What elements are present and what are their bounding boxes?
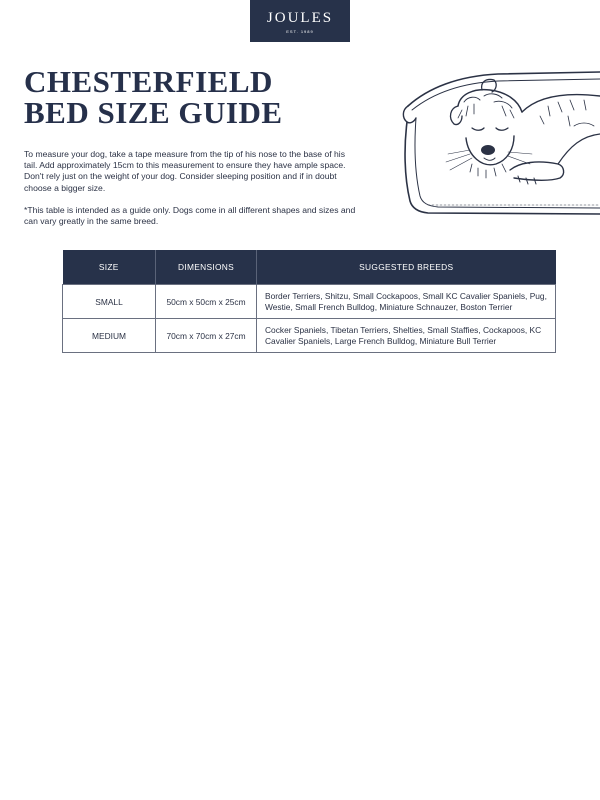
dimensions-cell: 50cm x 50cm x 25cm: [156, 285, 257, 319]
brand-name: JOULES: [266, 10, 334, 26]
joules-logo: [250, 0, 350, 42]
size-cell: MEDIUM: [63, 319, 156, 353]
table-row: [63, 285, 556, 319]
header-suggested-breeds: SUGGESTED BREEDS: [257, 250, 556, 285]
size-guide-table: [62, 250, 556, 353]
table-header-row: [63, 250, 556, 285]
header-dimensions: DIMENSIONS: [156, 250, 257, 285]
sleeping-dog-in-bed-illustration: [398, 66, 600, 222]
page-title-line-2: BED SIZE GUIDE: [24, 95, 283, 130]
measuring-instructions: To measure your dog, take a tape measure from the tip of his nose to the base of his tail. Add approximately 15cm to this measurement to ensure they have ample space. Don't rely just on the weight of your dog. Consider sleeping position and if in doubt choose a bigger size.: [24, 149, 346, 193]
breeds-cell: Border Terriers, Shitzu, Small Cockapoos, Small KC Cavalier Spaniels, Pug, Westie, Small French Bulldog, Miniature Schnauzer, Boston Terrier: [257, 285, 556, 319]
page-title-line-1: CHESTERFIELD: [24, 64, 273, 99]
page-title: [24, 66, 283, 128]
breeds-cell: Cocker Spaniels, Tibetan Terriers, Shelties, Small Staffies, Cockapoos, KC Cavalier Spaniels, Large French Bulldog, Miniature Bull Terrier: [257, 319, 556, 353]
dimensions-cell: 70cm x 70cm x 27cm: [156, 319, 257, 353]
guide-disclaimer: *This table is intended as a guide only. Dogs come in all different shapes and sizes and can vary greatly in the same breed.: [24, 205, 356, 227]
header-size: SIZE: [63, 250, 156, 285]
table-row: [63, 319, 556, 353]
size-cell: SMALL: [63, 285, 156, 319]
brand-established: EST. 1989: [286, 29, 314, 34]
